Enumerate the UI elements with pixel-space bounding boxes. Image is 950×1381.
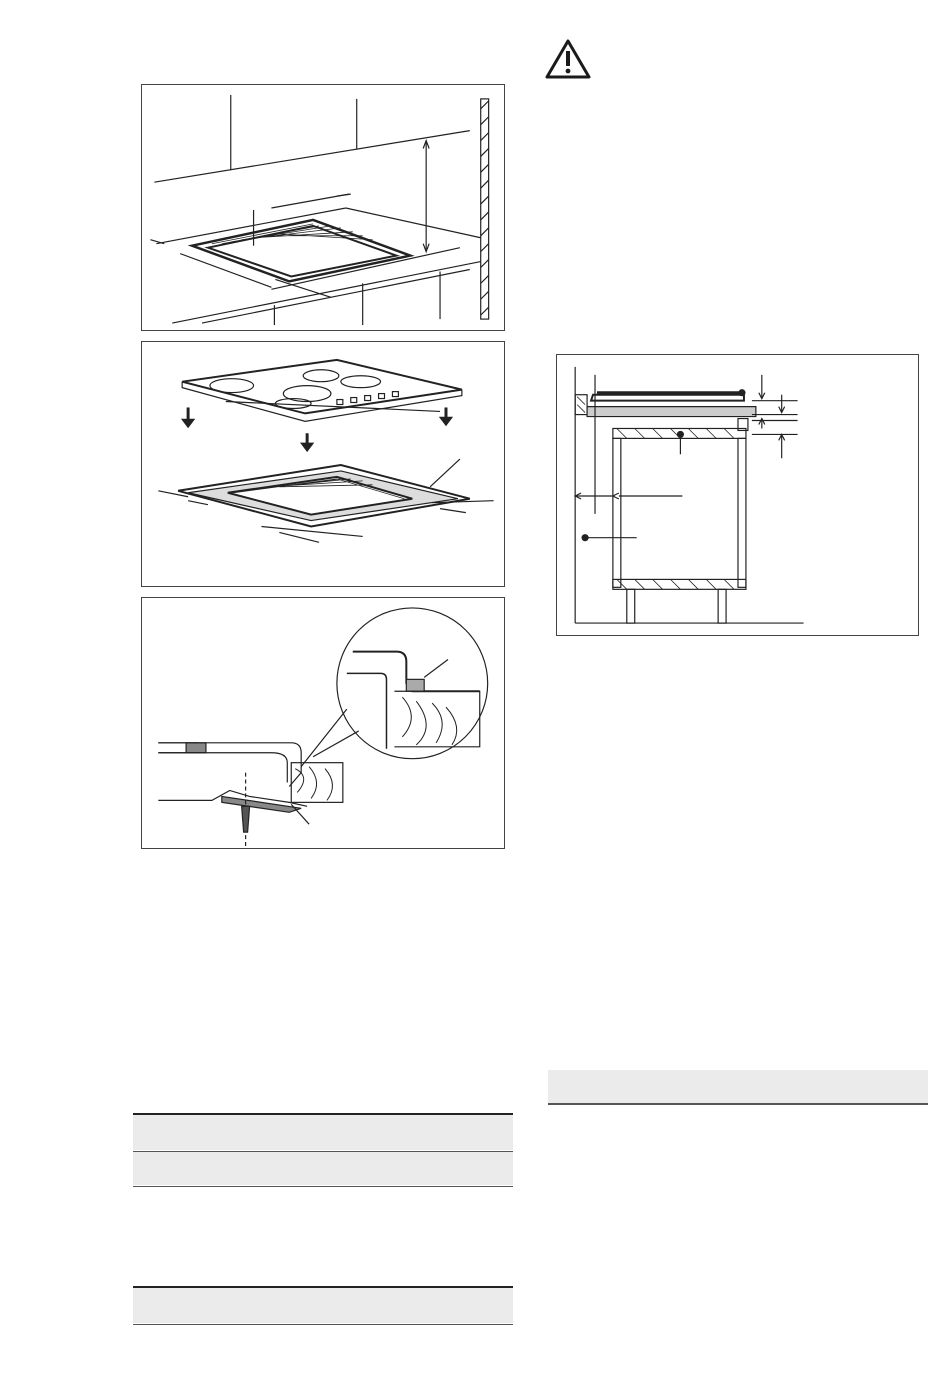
right-table-1-bottom-rule [548, 1103, 928, 1105]
left-table-2-header-row [133, 1288, 513, 1323]
hob-placement-diagram [141, 341, 505, 587]
warning-triangle-icon [544, 38, 592, 80]
left-table-1-header-row [133, 1115, 513, 1150]
right-table-1-header-row [548, 1070, 928, 1103]
clamp-fixing-detail-diagram [141, 597, 505, 849]
cutout-clearances-diagram [141, 84, 505, 331]
left-table-1-bottom-rule [133, 1186, 513, 1187]
left-table-2-bottom-rule [133, 1324, 513, 1325]
cabinet-installation-section-diagram [556, 354, 919, 636]
left-table-1-row [133, 1152, 513, 1185]
